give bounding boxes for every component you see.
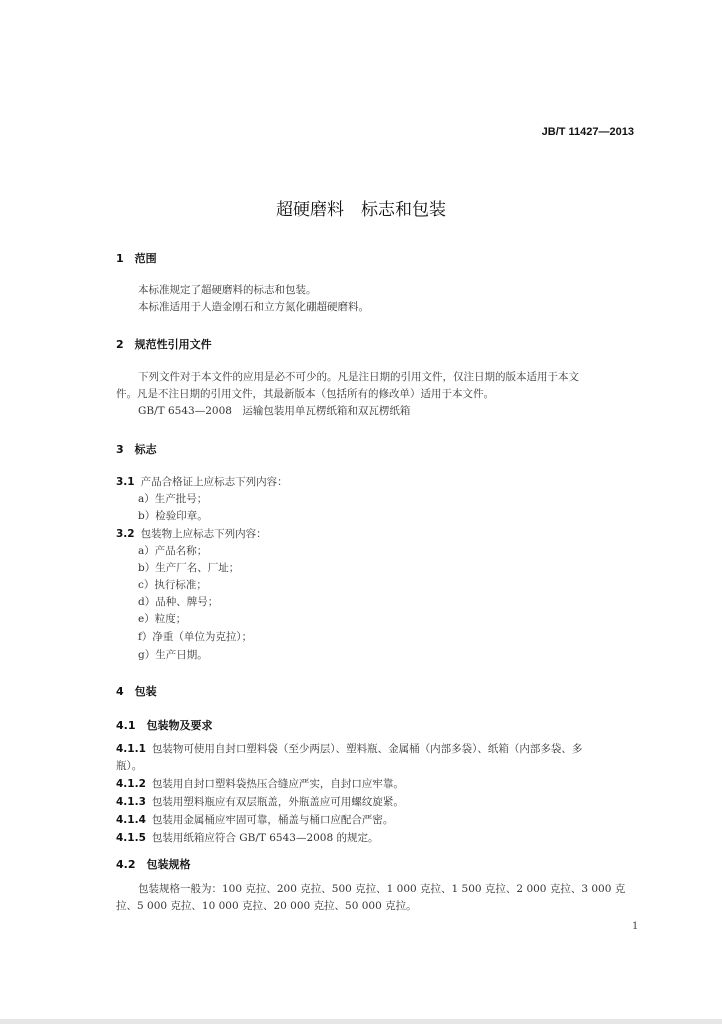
clause-4-1-1-text: 包装物可使用自封口塑料袋（至少两层）、塑料瓶、金属桶（内部多袋）、纸箱（内部多袋、多 <box>151 743 583 755</box>
clause-3-1-text: 产品合格证上应标志下列内容： <box>140 476 288 488</box>
section-4-2-heading: 4.2 包装规格 <box>116 858 191 871</box>
section-1-line-2: 本标准适用于人造金刚石和立方氮化硼超硬磨料。 <box>138 301 369 313</box>
bottom-scroll-edge <box>0 1019 722 1024</box>
clause-4-1-2-number: 4.1.2 <box>116 778 146 790</box>
clause-4-1-3-text: 包装用塑料瓶应有双层瓶盖，外瓶盖应可用螺纹旋紧。 <box>151 796 404 808</box>
page-title: 超硬磨料 标志和包装 <box>276 200 446 220</box>
standard-number: JB/T 11427—2013 <box>541 126 634 138</box>
page-number: 1 <box>632 921 639 932</box>
section-4-1-heading: 4.1 包装物及要求 <box>116 719 213 732</box>
clause-4-1-3 <box>116 795 404 810</box>
clause-4-1-5-number: 4.1.5 <box>116 832 146 844</box>
section-4-2-line-1: 包装规格一般为：100 克拉、200 克拉、500 克拉、1 000 克拉、1 500 克拉、2 000 克拉、3 000 克 <box>138 883 626 895</box>
list-item: a）产品名称； <box>138 545 208 557</box>
list-item: e）粒度； <box>138 613 187 625</box>
section-1-line-1: 本标准规定了超硬磨料的标志和包装。 <box>138 284 317 296</box>
clause-4-1-2-text: 包装用自封口塑料袋热压合缝应严实，自封口应牢靠。 <box>151 778 404 790</box>
section-2-para-line-2: 件。凡是不注日期的引用文件，其最新版本（包括所有的修改单）适用于本文件。 <box>116 388 494 400</box>
section-4-heading: 4 包装 <box>116 685 157 698</box>
clause-4-1-2 <box>116 777 404 792</box>
section-2-para-line-1: 下列文件对于本文件的应用是必不可少的。凡是注日期的引用文件，仅注日期的版本适用于本文 <box>138 371 579 383</box>
list-item: a）生产批号； <box>138 493 208 505</box>
list-item: d）品种、牌号； <box>138 596 219 608</box>
section-3-heading: 3 标志 <box>116 443 157 456</box>
list-item: c）执行标准； <box>138 579 207 591</box>
clause-4-1-1-number: 4.1.1 <box>116 743 146 755</box>
clause-4-1-1-continuation: 瓶）。 <box>116 760 143 772</box>
clause-4-1-5 <box>116 831 379 846</box>
clause-4-1-3-number: 4.1.3 <box>116 796 146 808</box>
clause-3-1-number: 3.1 <box>116 476 135 488</box>
clause-4-1-4-number: 4.1.4 <box>116 814 146 826</box>
list-item: g）生产日期。 <box>138 649 208 661</box>
clause-4-1-1 <box>116 742 582 757</box>
list-item: b）生产厂名、厂址； <box>138 562 240 574</box>
clause-4-1-4 <box>116 813 393 828</box>
clause-3-2 <box>116 527 267 542</box>
clause-4-1-5-text: 包装用纸箱应符合 GB/T 6543—2008 的规定。 <box>151 832 379 844</box>
section-2-reference: GB/T 6543—2008 运输包装用单瓦楞纸箱和双瓦楞纸箱 <box>138 405 411 417</box>
clause-4-1-4-text: 包装用金属桶应牢固可靠，桶盖与桶口应配合严密。 <box>151 814 394 826</box>
clause-3-2-number: 3.2 <box>116 528 135 540</box>
clause-3-2-text: 包装物上应标志下列内容： <box>140 528 267 540</box>
section-4-2-line-2: 拉、5 000 克拉、10 000 克拉、20 000 克拉、50 000 克拉。 <box>116 900 417 912</box>
clause-3-1 <box>116 475 288 490</box>
section-2-heading: 2 规范性引用文件 <box>116 338 212 351</box>
section-1-heading: 1 范围 <box>116 252 157 265</box>
list-item: f）净重（单位为克拉）； <box>138 631 253 643</box>
list-item: b）检验印章。 <box>138 510 208 522</box>
